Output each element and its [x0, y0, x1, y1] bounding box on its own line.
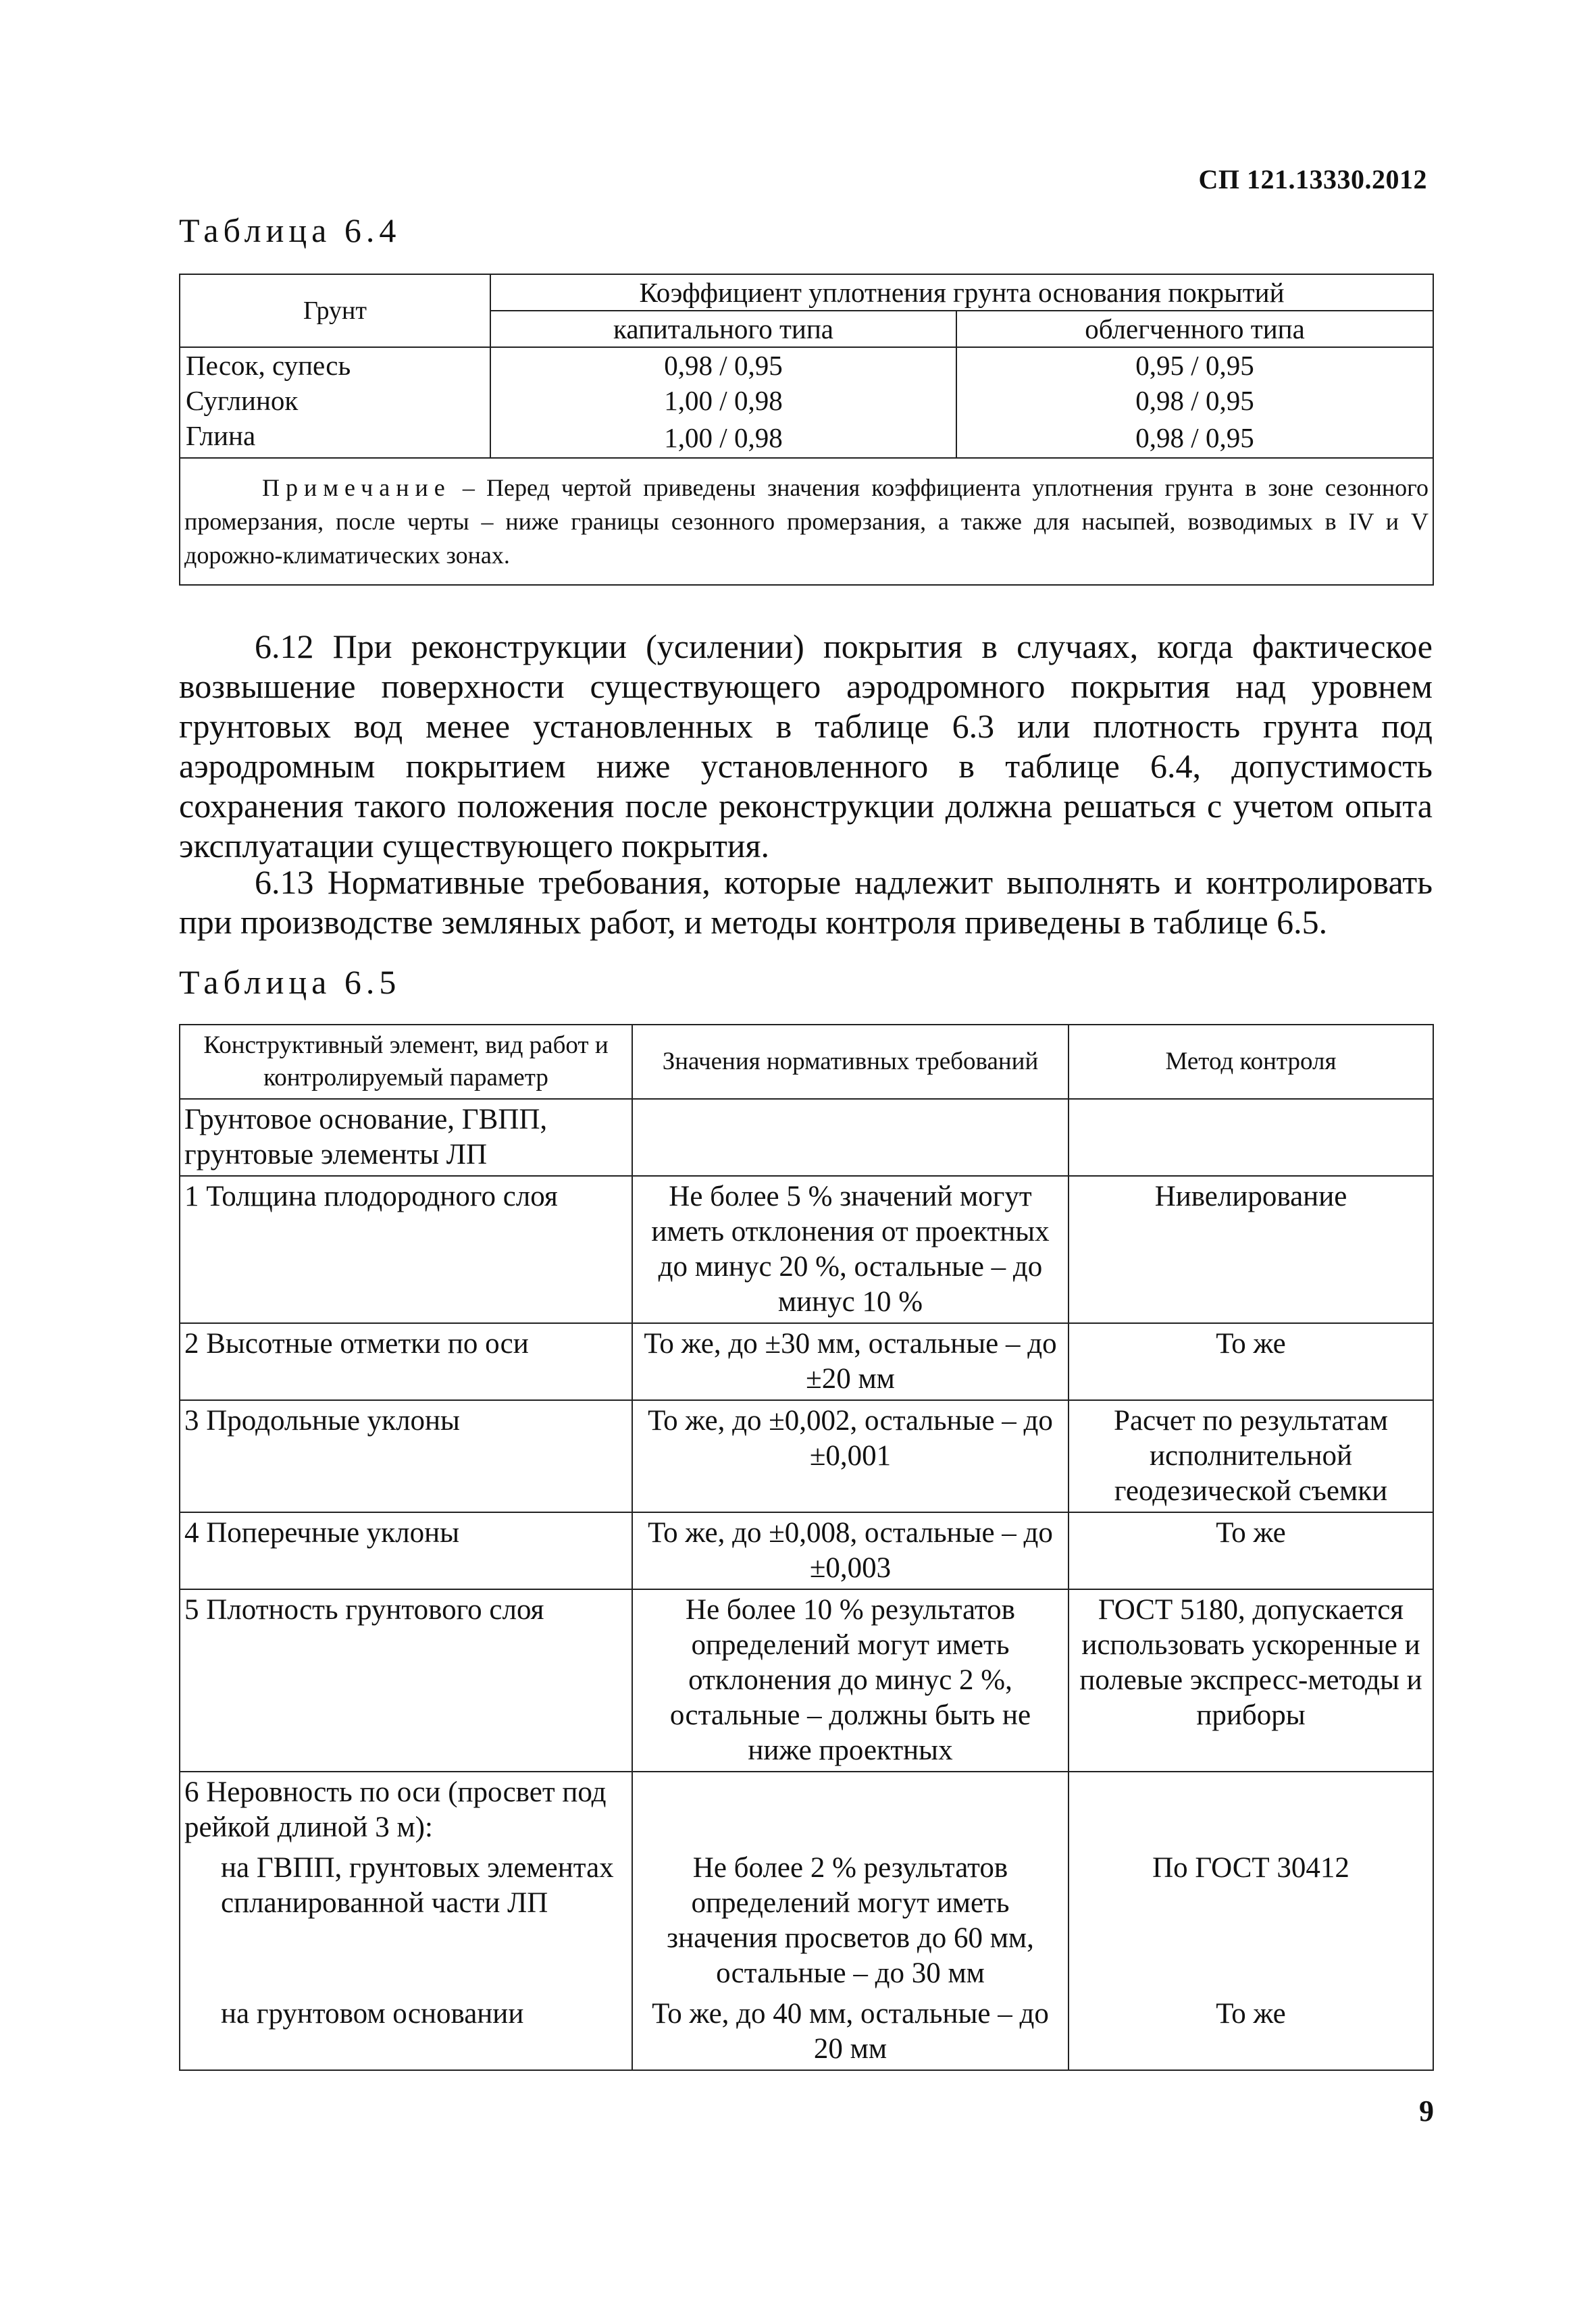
value-cell: То же, до 40 мм, остальные – до 20 мм [632, 1994, 1069, 2070]
section-cell: Грунтовое основание, ГВПП, грунтовые элементы ЛП [180, 1099, 632, 1176]
capital-cell: 1,00 / 0,98 [490, 418, 956, 458]
value-cell: То же, до ±0,002, остальные – до ±0,001 [632, 1400, 1069, 1512]
value-cell: Не более 10 % результатов определений могут иметь отклонения до минус 2 %, остальные – должны быть не ниже проектных [632, 1589, 1069, 1772]
page-number: 9 [1419, 2094, 1434, 2128]
soil-cell: Суглинок [180, 383, 490, 418]
table-6-4-caption: Таблица 6.4 [179, 211, 401, 249]
method-cell: То же [1069, 1512, 1433, 1589]
element-cell: 4 Поперечные уклоны [180, 1512, 632, 1589]
method-cell: То же [1069, 1994, 1433, 2070]
table-row [180, 1176, 1433, 1323]
table-6-4 [179, 274, 1434, 586]
method-cell: Нивелирование [1069, 1176, 1433, 1323]
table-section-row [180, 1099, 1433, 1176]
table-row [180, 383, 1433, 418]
table-row [180, 347, 1433, 383]
column-header-element: Конструктивный элемент, вид работ и контролируемый параметр [180, 1025, 632, 1099]
table-note [180, 458, 1433, 585]
column-header-values: Значения нормативных требований [632, 1025, 1069, 1099]
note-text: – Перед чертой приведены значения коэффициента уплотнения грунта в зоне сезонного промерзания, после черты – ниже границы сезонного промерзания, а также для насыпей, возводимых в IV и V дорожно-климатических зонах. [184, 474, 1428, 569]
table-row [180, 1400, 1433, 1512]
table-row [180, 1848, 1433, 1994]
table-row [180, 1323, 1433, 1400]
element-cell: 2 Высотные отметки по оси [180, 1323, 632, 1400]
element-cell: на грунтовом основании [180, 1994, 632, 2070]
document-code: СП 121.13330.2012 [1198, 164, 1427, 195]
element-cell: 3 Продольные уклоны [180, 1400, 632, 1512]
method-cell: То же [1069, 1323, 1433, 1400]
value-cell: Не более 5 % значений могут иметь отклонения от проектных до минус 20 %, остальные – до минус 10 % [632, 1176, 1069, 1323]
table-row [180, 1512, 1433, 1589]
column-header-soil: Грунт [180, 274, 490, 347]
paragraph-6-12: 6.12 При реконструкции (усилении) покрытия в случаях, когда фактическое возвышение поверхности существующего аэродромного покрытия над уровнем грунтовых вод менее установленных в таблице 6.3 или плотность грунта под аэродромным покрытием ниже установленного в таблице 6.4, допустимость сохранения такого положения после реконструкции должна решаться с учетом опыта эксплуатации существующего покрытия. [179, 627, 1433, 865]
column-header-capital: капитального типа [490, 311, 956, 347]
element-cell: 1 Толщина плодородного слоя [180, 1176, 632, 1323]
light-cell: 0,98 / 0,95 [956, 418, 1433, 458]
element-cell: 5 Плотность грунтового слоя [180, 1589, 632, 1772]
value-cell: То же, до ±0,008, остальные – до ±0,003 [632, 1512, 1069, 1589]
column-header-compaction: Коэффициент уплотнения грунта основания покрытий [490, 274, 1433, 311]
capital-cell: 0,98 / 0,95 [490, 347, 956, 383]
element-cell: 6 Неровность по оси (просвет под рейкой длиной 3 м): [180, 1772, 632, 1848]
table-row [180, 1772, 1433, 1848]
table-row [180, 418, 1433, 458]
value-cell: Не более 2 % результатов определений могут иметь значения просветов до 60 мм, остальные – до 30 мм [632, 1848, 1069, 1994]
note-label: Примечание [262, 474, 451, 501]
table-row [180, 1589, 1433, 1772]
method-cell: ГОСТ 5180, допускается использовать ускоренные и полевые экспресс-методы и приборы [1069, 1589, 1433, 1772]
method-cell: По ГОСТ 30412 [1069, 1848, 1433, 1994]
light-cell: 0,95 / 0,95 [956, 347, 1433, 383]
table-6-5-caption: Таблица 6.5 [179, 963, 401, 1001]
column-header-light: облегченного типа [956, 311, 1433, 347]
capital-cell: 1,00 / 0,98 [490, 383, 956, 418]
column-header-method: Метод контроля [1069, 1025, 1433, 1099]
element-cell: на ГВПП, грунтовых элементах спланированной части ЛП [180, 1848, 632, 1994]
method-cell: Расчет по результатам исполнительной геодезической съемки [1069, 1400, 1433, 1512]
soil-cell: Песок, супесь [180, 347, 490, 383]
soil-cell: Глина [180, 418, 490, 458]
paragraph-6-13: 6.13 Нормативные требования, которые надлежит выполнять и контролировать при производстве земляных работ, и методы контроля приведены в таблице 6.5. [179, 863, 1433, 941]
value-cell: То же, до ±30 мм, остальные – до ±20 мм [632, 1323, 1069, 1400]
table-row [180, 1994, 1433, 2070]
table-6-5 [179, 1024, 1434, 2071]
light-cell: 0,98 / 0,95 [956, 383, 1433, 418]
